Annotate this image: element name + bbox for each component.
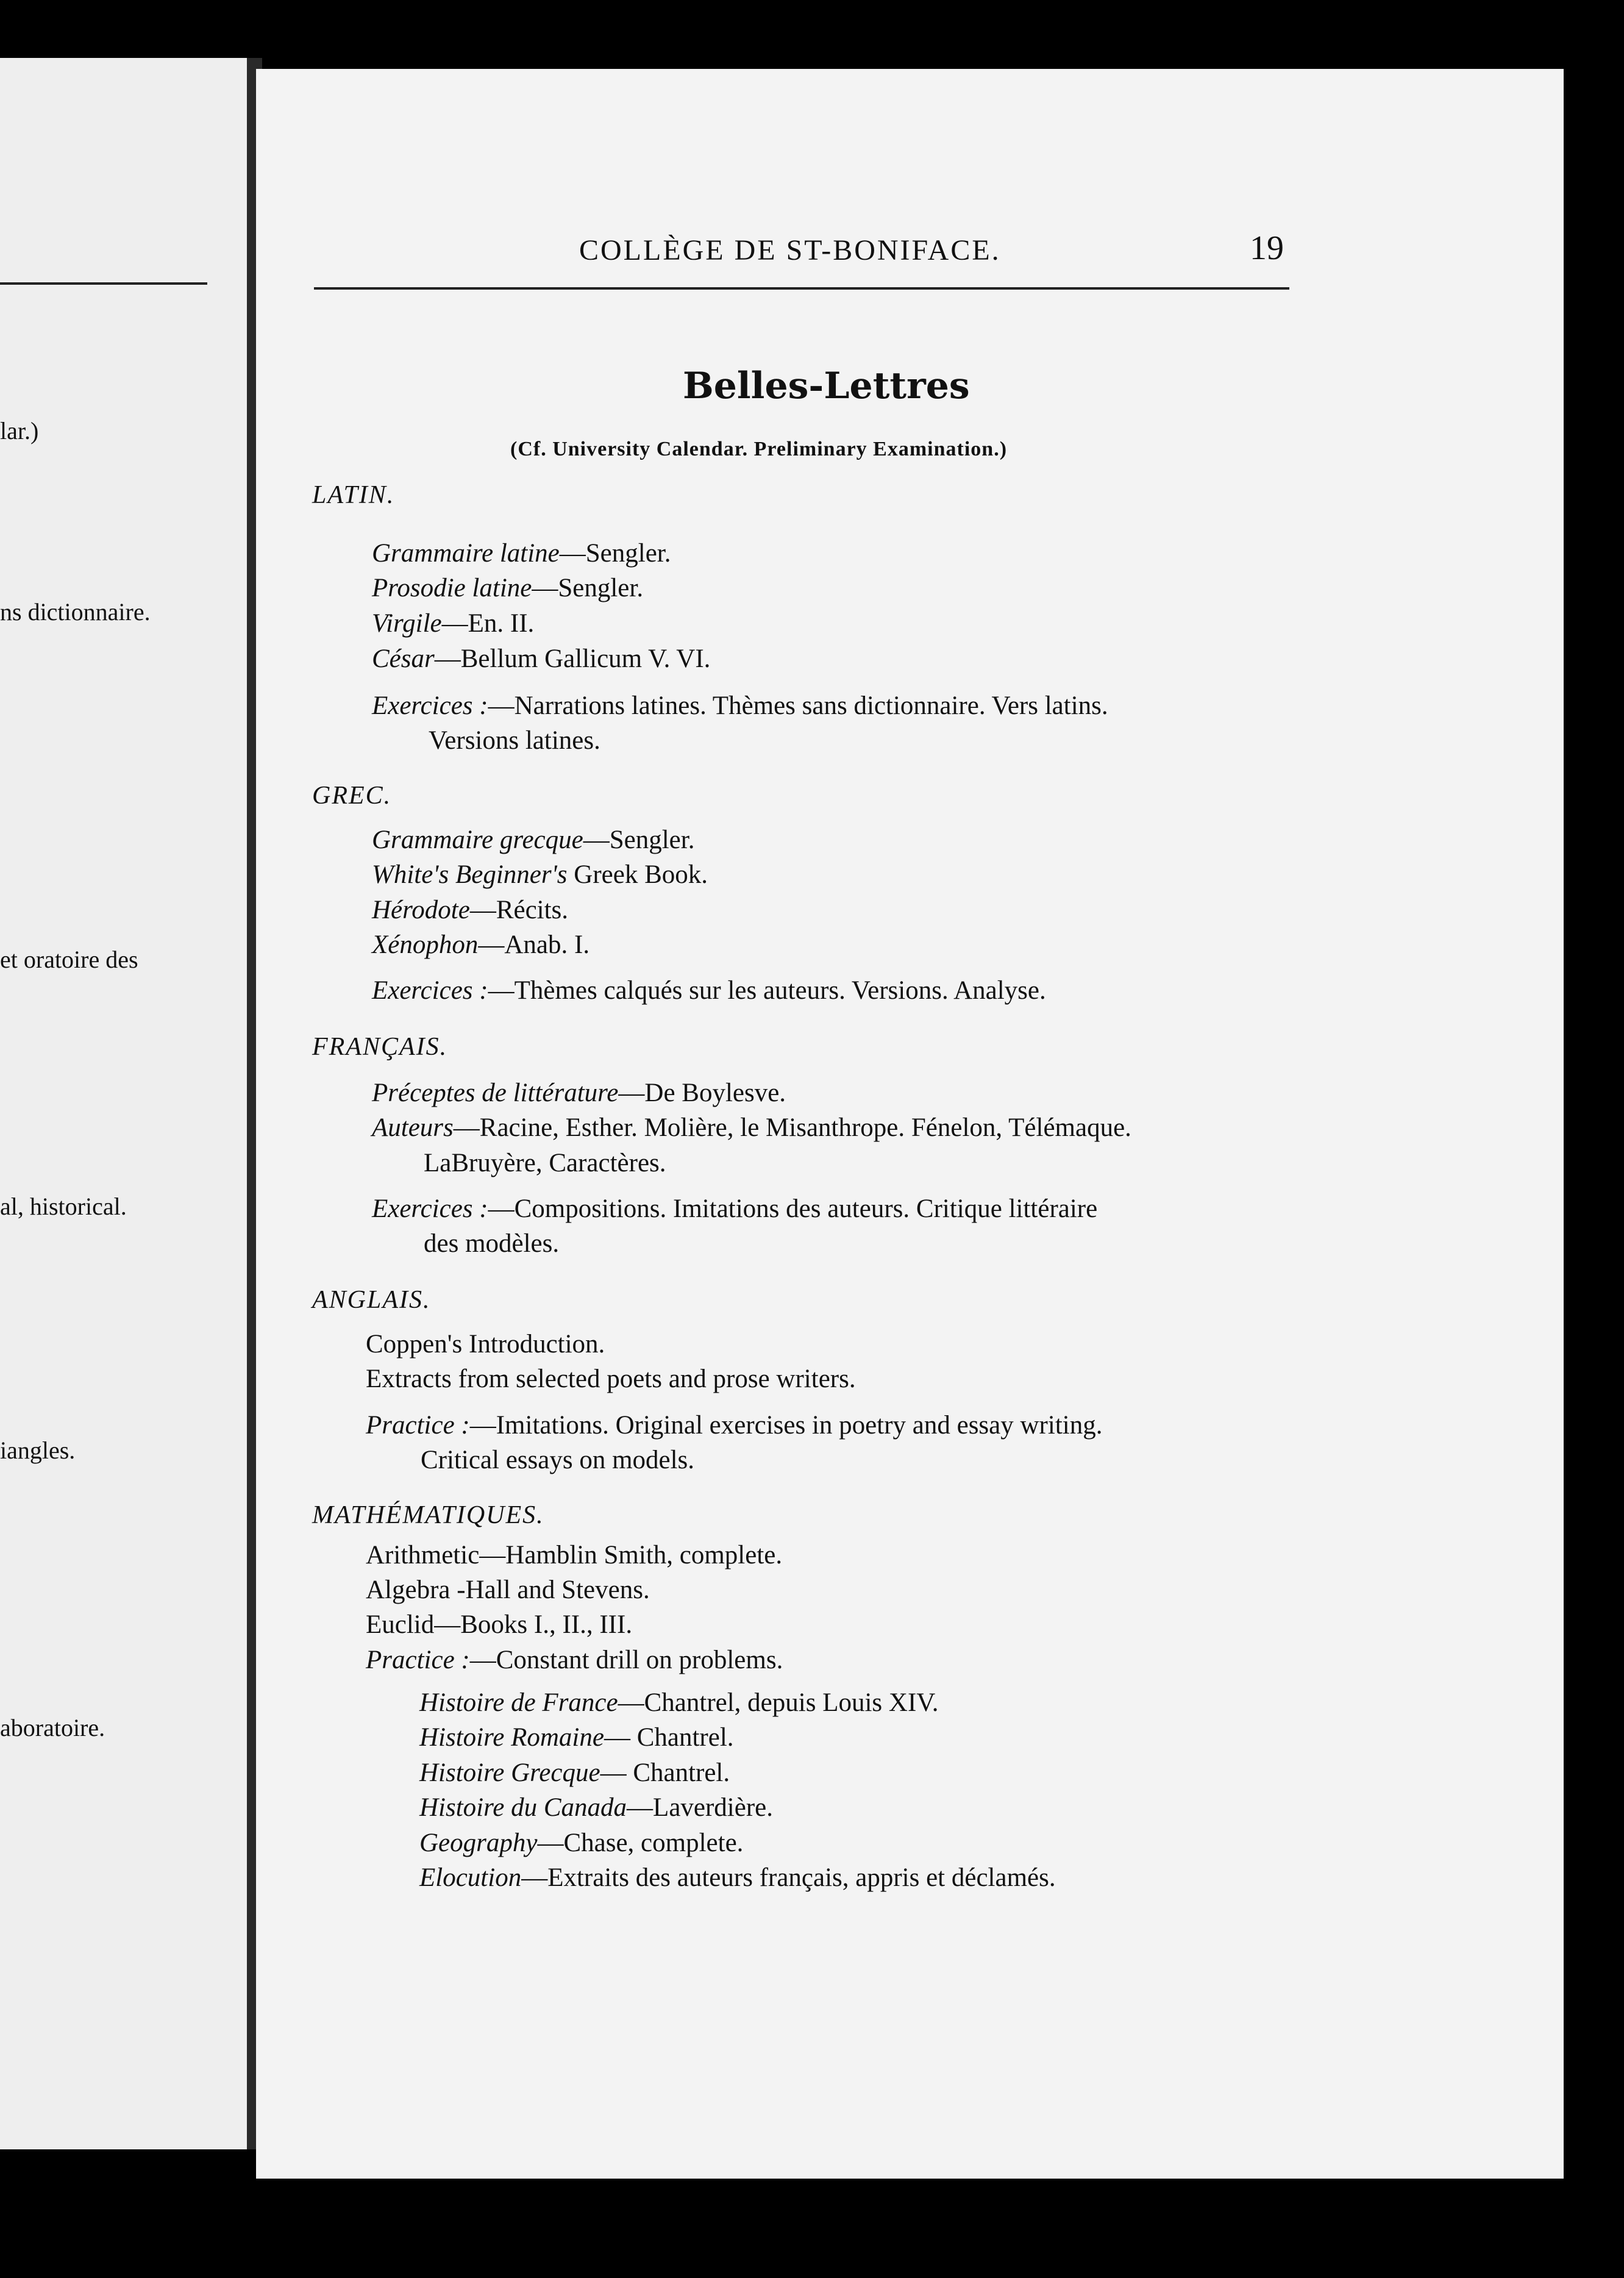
- latin-line: [372, 538, 671, 568]
- page-number: 19: [1250, 229, 1284, 267]
- francais-line: [372, 1113, 1131, 1143]
- item-text: — Chantrel.: [600, 1758, 730, 1787]
- section-subtitle: (Cf. University Calendar. Preliminary Examination.): [510, 438, 1008, 460]
- item-label: Histoire Grecque: [419, 1758, 600, 1787]
- latin-line: [372, 573, 643, 603]
- histoire-line: [419, 1758, 730, 1788]
- item-text: —Bellum Gallicum V. VI.: [434, 644, 711, 673]
- grec-line: [372, 825, 694, 855]
- item-text: —Racine, Esther. Molière, le Misanthrope. Fénelon, Télémaque.: [453, 1113, 1131, 1142]
- francais-line: [372, 1194, 1097, 1224]
- math-line: Algebra -Hall and Stevens.: [366, 1576, 650, 1604]
- item-text: —Sengler.: [559, 539, 671, 568]
- item-text: Greek Book.: [567, 860, 708, 889]
- item-label: Hérodote: [372, 896, 470, 924]
- francais-line: [372, 1078, 786, 1108]
- anglais-heading: ANGLAIS.: [312, 1286, 431, 1314]
- item-text: —Compositions. Imitations des auteurs. Critique littéraire: [488, 1194, 1098, 1223]
- item-text: —Thèmes calqués sur les auteurs. Versions. Analyse.: [488, 976, 1046, 1005]
- item-label: Exercices :: [372, 976, 488, 1005]
- item-label: César: [372, 644, 435, 673]
- item-label: Grammaire latine: [372, 539, 560, 568]
- item-label: Practice :: [366, 1411, 470, 1440]
- latin-line-cont: Versions latines.: [429, 726, 600, 755]
- left-fragment: lar.): [0, 417, 39, 445]
- running-header: COLLÈGE DE ST-BONIFACE.: [579, 234, 1001, 266]
- item-label: Virgile: [372, 609, 442, 638]
- anglais-line-cont: Critical essays on models.: [421, 1446, 695, 1474]
- histoire-line: [419, 1723, 734, 1752]
- left-fragment: et oratoire des: [0, 946, 138, 973]
- item-label: Histoire Romaine: [419, 1723, 604, 1752]
- histoire-line: [419, 1828, 743, 1858]
- left-fragment: al, historical.: [0, 1193, 127, 1220]
- left-page-rule: [0, 282, 207, 285]
- anglais-line: Extracts from selected poets and prose writers.: [366, 1365, 856, 1393]
- item-text: —Sengler.: [532, 574, 644, 602]
- histoire-line: [419, 1793, 773, 1823]
- histoire-line: [419, 1688, 939, 1718]
- latin-line: [372, 644, 710, 674]
- francais-line-cont: des modèles.: [424, 1229, 560, 1258]
- francais-line-cont: LaBruyère, Caractères.: [424, 1149, 666, 1177]
- grec-heading: GREC.: [312, 782, 392, 810]
- item-label: Exercices :: [372, 1194, 488, 1223]
- left-fragment: ns dictionnaire.: [0, 598, 151, 626]
- math-line: Arithmetic—Hamblin Smith, complete.: [366, 1541, 783, 1569]
- anglais-line: [366, 1410, 1102, 1440]
- math-line: Euclid—Books I., II., III.: [366, 1610, 633, 1639]
- item-text: —Imitations. Original exercises in poetry and essay writing.: [469, 1411, 1103, 1440]
- item-text: —Laverdière.: [627, 1793, 773, 1822]
- histoire-line: [419, 1863, 1056, 1893]
- francais-heading: FRANÇAIS.: [312, 1033, 448, 1061]
- item-text: —Constant drill on problems.: [469, 1646, 783, 1674]
- grec-line: [372, 895, 568, 925]
- item-label: Histoire de France: [419, 1688, 618, 1717]
- latin-line: [372, 691, 1108, 721]
- item-text: —Anab. I.: [478, 930, 590, 959]
- item-label: Xénophon: [372, 930, 479, 959]
- grec-line: [372, 860, 708, 890]
- item-label: White's Beginner's: [372, 860, 568, 889]
- item-label: Geography: [419, 1829, 538, 1857]
- item-text: —Chase, complete.: [537, 1829, 744, 1857]
- section-title: Belles-Lettres: [683, 365, 970, 407]
- item-label: Préceptes de littérature: [372, 1079, 619, 1107]
- item-text: —Chantrel, depuis Louis XIV.: [618, 1688, 939, 1717]
- grec-line: [372, 930, 589, 960]
- item-label: Prosodie latine: [372, 574, 532, 602]
- header-rule: [314, 287, 1289, 290]
- item-label: Practice :: [366, 1646, 470, 1674]
- left-fragment: aboratoire.: [0, 1714, 105, 1741]
- math-line: [366, 1645, 783, 1675]
- left-facing-page: [0, 58, 247, 2149]
- item-text: —Extraits des auteurs français, appris et déclamés.: [521, 1863, 1056, 1892]
- item-label: Exercices :: [372, 691, 488, 720]
- item-text: —En. II.: [441, 609, 535, 638]
- right-page: [256, 69, 1564, 2179]
- item-text: —Narrations latines. Thèmes sans dictionnaire. Vers latins.: [488, 691, 1108, 720]
- anglais-line: Coppen's Introduction.: [366, 1330, 605, 1359]
- left-fragment: iangles.: [0, 1437, 76, 1464]
- item-label: Elocution: [419, 1863, 522, 1892]
- latin-line: [372, 609, 534, 638]
- item-text: —De Boylesve.: [618, 1079, 786, 1107]
- item-text: —Récits.: [469, 896, 569, 924]
- item-label: Auteurs: [372, 1113, 454, 1142]
- grec-line: [372, 976, 1046, 1005]
- item-label: Histoire du Canada: [419, 1793, 627, 1822]
- latin-heading: LATIN.: [312, 481, 395, 509]
- mathematiques-heading: MATHÉMATIQUES.: [312, 1501, 544, 1529]
- item-label: Grammaire grecque: [372, 826, 583, 854]
- item-text: —Sengler.: [583, 826, 695, 854]
- item-text: — Chantrel.: [604, 1723, 734, 1752]
